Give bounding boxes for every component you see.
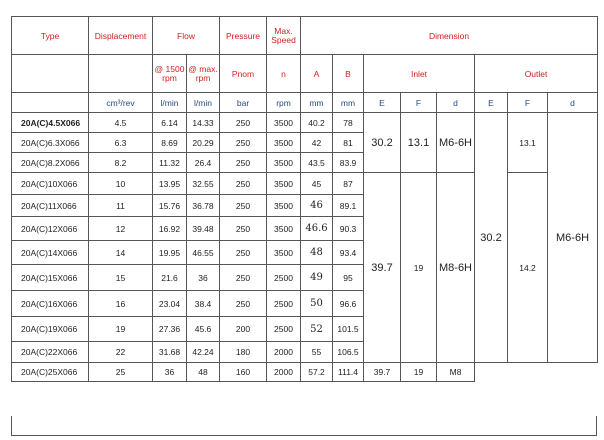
type-cell: 20A(C)11X066 xyxy=(12,195,89,217)
a-cell: 42 xyxy=(301,133,333,153)
unit-outlet-d: d xyxy=(548,93,598,113)
speed-cell: 3500 xyxy=(267,153,301,173)
a-cell: 46.6 xyxy=(301,217,333,241)
pressure-cell: 200 xyxy=(220,317,267,342)
flow1500-cell: 11.32 xyxy=(153,153,187,173)
inlet-f-group1: 13.1 xyxy=(401,113,437,173)
header-inlet: Inlet xyxy=(364,55,475,93)
flowmax-cell: 14.33 xyxy=(187,113,220,133)
header-outlet: Outlet xyxy=(475,55,598,93)
unit-a: mm xyxy=(301,93,333,113)
flowmax-cell: 38.4 xyxy=(187,291,220,317)
pressure-cell: 250 xyxy=(220,133,267,153)
b-cell: 101.5 xyxy=(333,317,364,342)
b-cell: 90.3 xyxy=(333,217,364,241)
header-n: n xyxy=(267,55,301,93)
inlet-d-group1: M6-6H xyxy=(437,113,475,173)
disp-cell: 14 xyxy=(89,241,153,265)
flow1500-cell: 36 xyxy=(153,363,187,382)
b-cell: 87 xyxy=(333,173,364,195)
b-cell: 78 xyxy=(333,113,364,133)
b-cell: 83.9 xyxy=(333,153,364,173)
speed-cell: 2500 xyxy=(267,317,301,342)
outlet-d-last: M8 xyxy=(437,363,475,382)
outlet-f-last: 19 xyxy=(401,363,437,382)
unit-speed: rpm xyxy=(267,93,301,113)
pressure-cell: 250 xyxy=(220,265,267,291)
table-footer-blank xyxy=(11,416,597,436)
type-cell: 20A(C)16X066 xyxy=(12,291,89,317)
outlet-f-top: 13.1 xyxy=(508,113,548,173)
flow1500-cell: 15.76 xyxy=(153,195,187,217)
pressure-cell: 160 xyxy=(220,363,267,382)
unit-flow-max: l/min xyxy=(187,93,220,113)
table-row xyxy=(12,363,598,382)
b-cell: 89.1 xyxy=(333,195,364,217)
flowmax-cell: 36.78 xyxy=(187,195,220,217)
a-cell: 57.2 xyxy=(301,363,333,382)
unit-outlet-f: F xyxy=(508,93,548,113)
speed-cell: 2500 xyxy=(267,291,301,317)
header-pressure: Pressure xyxy=(220,17,267,55)
a-cell: 45 xyxy=(301,173,333,195)
unit-inlet-d: d xyxy=(437,93,475,113)
flowmax-cell: 20.29 xyxy=(187,133,220,153)
pressure-cell: 250 xyxy=(220,195,267,217)
flow1500-cell: 21.6 xyxy=(153,265,187,291)
header-flow: Flow xyxy=(153,17,220,55)
disp-cell: 12 xyxy=(89,217,153,241)
header-blank-displacement xyxy=(89,55,153,93)
disp-cell: 10 xyxy=(89,173,153,195)
b-cell: 95 xyxy=(333,265,364,291)
type-cell: 20A(C)22X066 xyxy=(12,342,89,363)
a-cell: 52 xyxy=(301,317,333,342)
inlet-e-group1: 30.2 xyxy=(364,113,401,173)
unit-flow-1500: l/min xyxy=(153,93,187,113)
type-cell: 20A(C)12X066 xyxy=(12,217,89,241)
disp-cell: 15 xyxy=(89,265,153,291)
type-cell: 20A(C)4.5X066 xyxy=(12,113,89,133)
pressure-cell: 250 xyxy=(220,173,267,195)
inlet-d-group2: M8-6H xyxy=(437,173,475,363)
type-cell: 20A(C)25X066 xyxy=(12,363,89,382)
b-cell: 81 xyxy=(333,133,364,153)
header-flow-max: @ max. rpm xyxy=(187,55,220,93)
outlet-f-mid: 14.2 xyxy=(508,173,548,363)
flowmax-cell: 48 xyxy=(187,363,220,382)
flowmax-cell: 36 xyxy=(187,265,220,291)
b-cell: 96.6 xyxy=(333,291,364,317)
a-cell: 48 xyxy=(301,241,333,265)
table-row xyxy=(12,113,598,133)
flow1500-cell: 23.04 xyxy=(153,291,187,317)
flowmax-cell: 45.6 xyxy=(187,317,220,342)
header-flow-1500: @ 1500 rpm xyxy=(153,55,187,93)
table-row xyxy=(12,173,598,195)
type-cell: 20A(C)14X066 xyxy=(12,241,89,265)
flowmax-cell: 39.48 xyxy=(187,217,220,241)
disp-cell: 22 xyxy=(89,342,153,363)
disp-cell: 8.2 xyxy=(89,153,153,173)
speed-cell: 3500 xyxy=(267,195,301,217)
type-cell: 20A(C)15X066 xyxy=(12,265,89,291)
type-cell: 20A(C)6.3X066 xyxy=(12,133,89,153)
pressure-cell: 250 xyxy=(220,241,267,265)
flowmax-cell: 46.55 xyxy=(187,241,220,265)
flow1500-cell: 27.36 xyxy=(153,317,187,342)
pressure-cell: 180 xyxy=(220,342,267,363)
inlet-e-group2: 39.7 xyxy=(364,173,401,363)
flow1500-cell: 13.95 xyxy=(153,173,187,195)
outlet-e-main: 30.2 xyxy=(475,113,508,363)
speed-cell: 2000 xyxy=(267,363,301,382)
disp-cell: 4.5 xyxy=(89,113,153,133)
b-cell: 106.5 xyxy=(333,342,364,363)
b-cell: 93.4 xyxy=(333,241,364,265)
speed-cell: 3500 xyxy=(267,133,301,153)
type-cell: 20A(C)19X066 xyxy=(12,317,89,342)
flow1500-cell: 6.14 xyxy=(153,113,187,133)
flowmax-cell: 32.55 xyxy=(187,173,220,195)
unit-displacement: cm³/rev xyxy=(89,93,153,113)
a-cell: 40.2 xyxy=(301,113,333,133)
type-cell: 20A(C)10X066 xyxy=(12,173,89,195)
pump-spec-table xyxy=(11,16,598,382)
flow1500-cell: 16.92 xyxy=(153,217,187,241)
header-b: B xyxy=(333,55,364,93)
header-displacement: Displacement xyxy=(89,17,153,55)
header-type: Type xyxy=(12,17,89,55)
speed-cell: 3500 xyxy=(267,173,301,195)
outlet-d-main: M6-6H xyxy=(548,113,598,363)
flow1500-cell: 19.95 xyxy=(153,241,187,265)
flowmax-cell: 42.24 xyxy=(187,342,220,363)
pressure-cell: 250 xyxy=(220,113,267,133)
unit-outlet-e: E xyxy=(475,93,508,113)
unit-b: mm xyxy=(333,93,364,113)
pressure-cell: 250 xyxy=(220,153,267,173)
flowmax-cell: 26.4 xyxy=(187,153,220,173)
unit-blank xyxy=(12,93,89,113)
header-max-speed: Max. Speed xyxy=(267,17,301,55)
pressure-cell: 250 xyxy=(220,291,267,317)
a-cell: 43.5 xyxy=(301,153,333,173)
disp-cell: 25 xyxy=(89,363,153,382)
disp-cell: 16 xyxy=(89,291,153,317)
outlet-e-last: 39.7 xyxy=(364,363,401,382)
pressure-cell: 250 xyxy=(220,217,267,241)
header-dimension: Dimension xyxy=(301,17,598,55)
speed-cell: 2500 xyxy=(267,265,301,291)
unit-inlet-e: E xyxy=(364,93,401,113)
unit-pressure: bar xyxy=(220,93,267,113)
disp-cell: 19 xyxy=(89,317,153,342)
inlet-f-group2: 19 xyxy=(401,173,437,363)
speed-cell: 3500 xyxy=(267,217,301,241)
speed-cell: 3500 xyxy=(267,113,301,133)
a-cell: 55 xyxy=(301,342,333,363)
a-cell: 50 xyxy=(301,291,333,317)
flow1500-cell: 8.69 xyxy=(153,133,187,153)
disp-cell: 6.3 xyxy=(89,133,153,153)
header-blank-type xyxy=(12,55,89,93)
a-cell: 49 xyxy=(301,265,333,291)
type-cell: 20A(C)8.2X066 xyxy=(12,153,89,173)
unit-inlet-f: F xyxy=(401,93,437,113)
flow1500-cell: 31.68 xyxy=(153,342,187,363)
b-cell: 111.4 xyxy=(333,363,364,382)
speed-cell: 2000 xyxy=(267,342,301,363)
header-pnom: Pnom xyxy=(220,55,267,93)
disp-cell: 11 xyxy=(89,195,153,217)
speed-cell: 3500 xyxy=(267,241,301,265)
header-a: A xyxy=(301,55,333,93)
a-cell: 46 xyxy=(301,195,333,217)
